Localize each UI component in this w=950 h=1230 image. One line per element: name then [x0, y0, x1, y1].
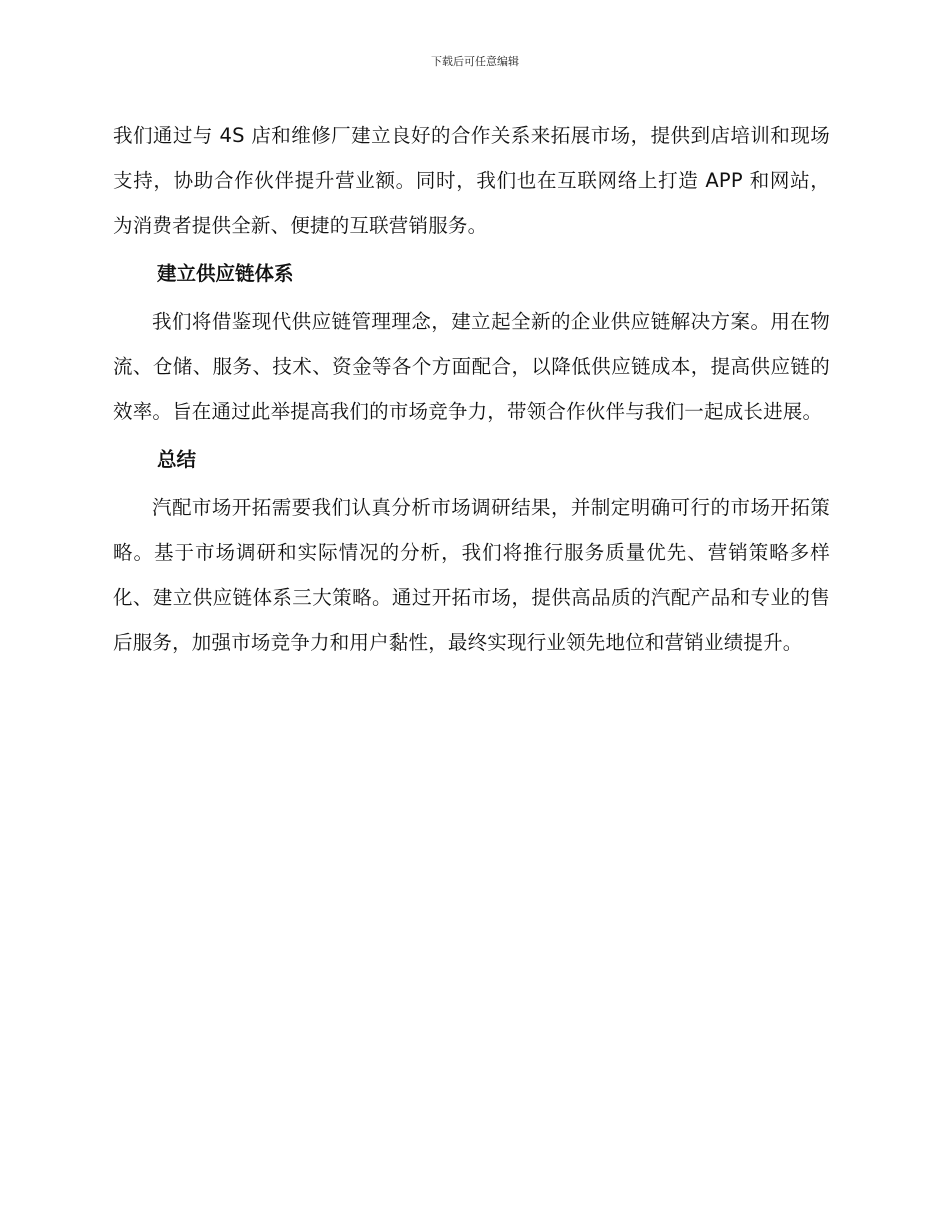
section-heading-summary: 总结 [157, 448, 197, 471]
paragraph-supply-chain: 我们将借鉴现代供应链管理理念，建立起全新的企业供应链解决方案。用在物流、仓储、服务、技术、资金等各个方面配合，以降低供应链成本，提高供应链的效率。旨在通过此举提高我们的市场竞争力，带领合作伙伴与我们一起成长进展。 [113, 310, 830, 423]
paragraph-summary: 汽配市场开拓需要我们认真分析市场调研结果，并制定明确可行的市场开拓策略。基于市场调研和实际情况的分析，我们将推行服务质量优先、营销策略多样化、建立供应链体系三大策略。通过开拓市场，提供高品质的汽配产品和专业的售后服务，加强市场竞争力和用户黏性，最终实现行业领先地位和营销业绩提升。 [113, 496, 830, 654]
paragraph-market-expansion: 我们通过与 4S 店和维修厂建立良好的合作关系来拓展市场，提供到店培训和现场支持，协助合作伙伴提升营业额。同时，我们也在互联网络上打造 APP 和网站，为消费者提供全新、便捷的互联营销服务。 [113, 124, 830, 237]
page-header: 下载后可任意编辑 [431, 55, 519, 68]
document-body [113, 113, 830, 665]
section-heading-supply-chain: 建立供应链体系 [157, 262, 294, 285]
